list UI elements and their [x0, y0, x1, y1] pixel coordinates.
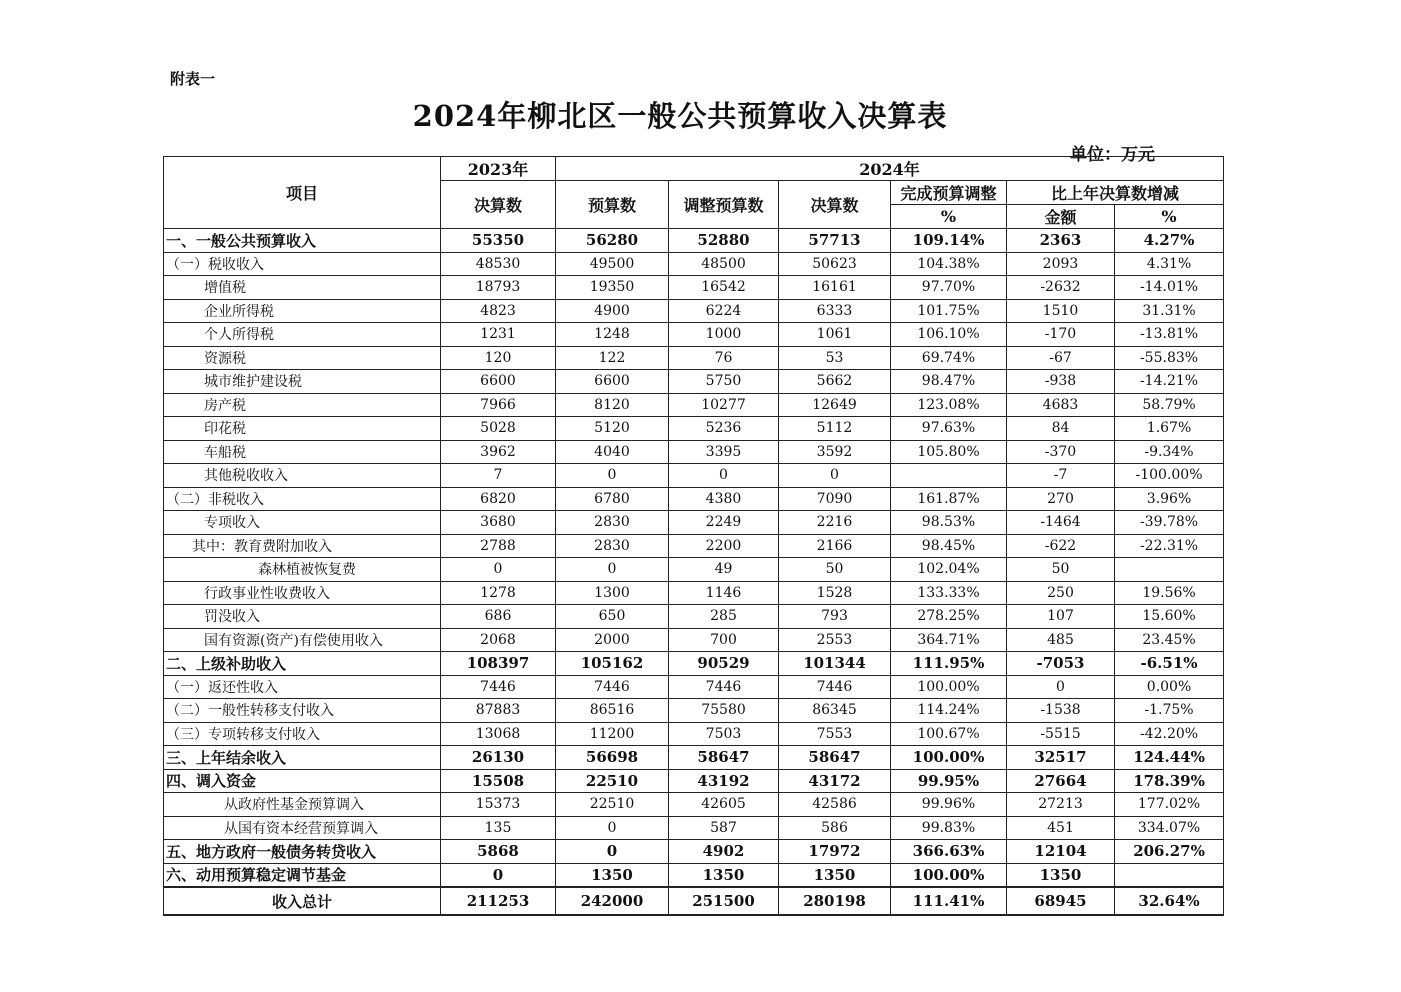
- header-change-amount: 金额: [1007, 205, 1115, 229]
- row-label: 三、上年结余收入: [164, 746, 441, 770]
- cell-value: 2363: [1007, 229, 1115, 253]
- table-row: [164, 534, 1224, 558]
- cell-value: 366.63%: [891, 840, 1007, 864]
- cell-value: 6600: [441, 370, 556, 394]
- cell-value: 100.00%: [891, 863, 1007, 887]
- cell-value: 5028: [441, 417, 556, 441]
- row-label: 五、地方政府一般债务转贷收入: [164, 840, 441, 864]
- table-row: [164, 299, 1224, 323]
- row-label: 印花税: [164, 417, 441, 441]
- table-row: [164, 487, 1224, 511]
- cell-value: 1350: [1007, 863, 1115, 887]
- cell-value: 451: [1007, 816, 1115, 840]
- cell-value: [1115, 558, 1224, 582]
- table-row: [164, 722, 1224, 746]
- cell-value: 27664: [1007, 769, 1115, 793]
- cell-value: 0: [556, 558, 669, 582]
- cell-value: 43192: [669, 769, 779, 793]
- cell-value: 686: [441, 605, 556, 629]
- table-row: [164, 769, 1224, 793]
- cell-value: 109.14%: [891, 229, 1007, 253]
- cell-value: -1538: [1007, 699, 1115, 723]
- cell-value: 12104: [1007, 840, 1115, 864]
- cell-value: 4.31%: [1115, 252, 1224, 276]
- cell-value: 1146: [669, 581, 779, 605]
- cell-value: 100.00%: [891, 746, 1007, 770]
- cell-value: 5868: [441, 840, 556, 864]
- table-row: [164, 816, 1224, 840]
- cell-value: 58647: [669, 746, 779, 770]
- cell-value: 250: [1007, 581, 1115, 605]
- cell-value: 102.04%: [891, 558, 1007, 582]
- cell-value: 98.53%: [891, 511, 1007, 535]
- cell-value: 19350: [556, 276, 669, 300]
- header-completion-pct: %: [891, 205, 1007, 229]
- cell-value: 7446: [441, 675, 556, 699]
- cell-value: 3.96%: [1115, 487, 1224, 511]
- cell-value: 57713: [779, 229, 891, 253]
- cell-value: 104.38%: [891, 252, 1007, 276]
- cell-value: 31.31%: [1115, 299, 1224, 323]
- cell-value: 97.70%: [891, 276, 1007, 300]
- cell-value: 50: [779, 558, 891, 582]
- cell-value: 5120: [556, 417, 669, 441]
- page-title: 2024年柳北区一般公共预算收入决算表: [412, 99, 948, 133]
- unit-label: 单位：万元: [1070, 145, 1155, 165]
- row-label: 房产税: [164, 393, 441, 417]
- table-row: [164, 746, 1224, 770]
- cell-value: 334.07%: [1115, 816, 1224, 840]
- cell-value: 122: [556, 346, 669, 370]
- cell-value: 3592: [779, 440, 891, 464]
- cell-value: 114.24%: [891, 699, 1007, 723]
- row-label: 从国有资本经营预算调入: [164, 816, 441, 840]
- cell-value: 6333: [779, 299, 891, 323]
- cell-value: 50: [1007, 558, 1115, 582]
- cell-value: 1248: [556, 323, 669, 347]
- cell-value: 3962: [441, 440, 556, 464]
- table-row: [164, 323, 1224, 347]
- table-row: [164, 652, 1224, 676]
- cell-value: 56280: [556, 229, 669, 253]
- cell-value: 13068: [441, 722, 556, 746]
- cell-value: 0: [1007, 675, 1115, 699]
- cell-value: 17972: [779, 840, 891, 864]
- cell-value: 123.08%: [891, 393, 1007, 417]
- cell-value: 0.00%: [1115, 675, 1224, 699]
- header-actual-2024: 决算数: [779, 181, 891, 229]
- cell-value: -55.83%: [1115, 346, 1224, 370]
- cell-value: 18793: [441, 276, 556, 300]
- cell-value: -7: [1007, 464, 1115, 488]
- table-row: [164, 558, 1224, 582]
- cell-value: 22510: [556, 793, 669, 817]
- cell-value: -39.78%: [1115, 511, 1224, 535]
- row-label: 六、动用预算稳定调节基金: [164, 863, 441, 887]
- cell-value: 15373: [441, 793, 556, 817]
- cell-value: 49: [669, 558, 779, 582]
- cell-value: 105.80%: [891, 440, 1007, 464]
- row-label: 森林植被恢复费: [164, 558, 441, 582]
- revenue-table: [163, 156, 1224, 916]
- row-label: 企业所得税: [164, 299, 441, 323]
- header-actual-2023: 决算数: [441, 181, 556, 229]
- header-2023: 2023年: [441, 157, 556, 181]
- cell-value: 50623: [779, 252, 891, 276]
- header-item: 项目: [164, 157, 441, 229]
- cell-value: 485: [1007, 628, 1115, 652]
- cell-value: 1.67%: [1115, 417, 1224, 441]
- cell-value: 42586: [779, 793, 891, 817]
- cell-value: 19.56%: [1115, 581, 1224, 605]
- cell-value: 1231: [441, 323, 556, 347]
- cell-value: 90529: [669, 652, 779, 676]
- cell-value: 4900: [556, 299, 669, 323]
- cell-value: 5750: [669, 370, 779, 394]
- cell-value: 32517: [1007, 746, 1115, 770]
- cell-value: 16542: [669, 276, 779, 300]
- cell-value: 1350: [779, 863, 891, 887]
- table-row: [164, 675, 1224, 699]
- header-change: 比上年决算数增减: [1007, 181, 1224, 205]
- cell-value: 75580: [669, 699, 779, 723]
- cell-value: 0: [556, 840, 669, 864]
- row-label: 行政事业性收费收入: [164, 581, 441, 605]
- cell-value: 76: [669, 346, 779, 370]
- cell-value: 12649: [779, 393, 891, 417]
- cell-value: -1.75%: [1115, 699, 1224, 723]
- row-label: （三）专项转移支付收入: [164, 722, 441, 746]
- table-row: [164, 393, 1224, 417]
- cell-value: 5662: [779, 370, 891, 394]
- total-value: 251500: [669, 887, 779, 915]
- row-label: 罚没收入: [164, 605, 441, 629]
- cell-value: [891, 464, 1007, 488]
- total-value: 211253: [441, 887, 556, 915]
- table-row: [164, 440, 1224, 464]
- table-row: [164, 229, 1224, 253]
- total-value: 68945: [1007, 887, 1115, 915]
- cell-value: -622: [1007, 534, 1115, 558]
- cell-value: 48500: [669, 252, 779, 276]
- cell-value: 587: [669, 816, 779, 840]
- header-change-pct: %: [1115, 205, 1224, 229]
- cell-value: 105162: [556, 652, 669, 676]
- row-label: 国有资源(资产)有偿使用收入: [164, 628, 441, 652]
- cell-value: -5515: [1007, 722, 1115, 746]
- header-2024: 2024年: [556, 157, 1224, 181]
- cell-value: 53: [779, 346, 891, 370]
- row-label: 资源税: [164, 346, 441, 370]
- cell-value: 124.44%: [1115, 746, 1224, 770]
- cell-value: 43172: [779, 769, 891, 793]
- cell-value: 7: [441, 464, 556, 488]
- cell-value: 49500: [556, 252, 669, 276]
- cell-value: 52880: [669, 229, 779, 253]
- cell-value: 178.39%: [1115, 769, 1224, 793]
- total-value: 280198: [779, 887, 891, 915]
- cell-value: 270: [1007, 487, 1115, 511]
- cell-value: 23.45%: [1115, 628, 1224, 652]
- total-value: 32.64%: [1115, 887, 1224, 915]
- cell-value: 586: [779, 816, 891, 840]
- cell-value: 4040: [556, 440, 669, 464]
- cell-value: 99.96%: [891, 793, 1007, 817]
- cell-value: 5236: [669, 417, 779, 441]
- row-label: 二、上级补助收入: [164, 652, 441, 676]
- cell-value: 2200: [669, 534, 779, 558]
- cell-value: 0: [669, 464, 779, 488]
- cell-value: 7446: [779, 675, 891, 699]
- cell-value: 0: [556, 464, 669, 488]
- total-label: 收入总计: [164, 887, 441, 915]
- cell-value: [1115, 863, 1224, 887]
- cell-value: -14.21%: [1115, 370, 1224, 394]
- table-row: [164, 370, 1224, 394]
- cell-value: 8120: [556, 393, 669, 417]
- cell-value: 15.60%: [1115, 605, 1224, 629]
- table-row: [164, 464, 1224, 488]
- cell-value: 2830: [556, 511, 669, 535]
- cell-value: -14.01%: [1115, 276, 1224, 300]
- table-row: [164, 605, 1224, 629]
- table-row: [164, 417, 1224, 441]
- cell-value: 3395: [669, 440, 779, 464]
- cell-value: 86345: [779, 699, 891, 723]
- cell-value: 2830: [556, 534, 669, 558]
- total-value: 242000: [556, 887, 669, 915]
- row-label: （一）返还性收入: [164, 675, 441, 699]
- cell-value: 6224: [669, 299, 779, 323]
- cell-value: 99.95%: [891, 769, 1007, 793]
- row-label: 一、一般公共预算收入: [164, 229, 441, 253]
- row-label: 四、调入资金: [164, 769, 441, 793]
- table-row: [164, 793, 1224, 817]
- cell-value: 2068: [441, 628, 556, 652]
- cell-value: 135: [441, 816, 556, 840]
- table-body: [164, 229, 1224, 916]
- cell-value: 1350: [669, 863, 779, 887]
- cell-value: 22510: [556, 769, 669, 793]
- cell-value: 0: [556, 816, 669, 840]
- cell-value: 100.00%: [891, 675, 1007, 699]
- cell-value: 4823: [441, 299, 556, 323]
- cell-value: 16161: [779, 276, 891, 300]
- cell-value: 650: [556, 605, 669, 629]
- row-label: （二）非税收入: [164, 487, 441, 511]
- cell-value: 106.10%: [891, 323, 1007, 347]
- table-row: [164, 252, 1224, 276]
- cell-value: 97.63%: [891, 417, 1007, 441]
- total-row: [164, 887, 1224, 915]
- cell-value: 4380: [669, 487, 779, 511]
- cell-value: 10277: [669, 393, 779, 417]
- cell-value: 2249: [669, 511, 779, 535]
- table-row: [164, 276, 1224, 300]
- cell-value: -42.20%: [1115, 722, 1224, 746]
- cell-value: 1528: [779, 581, 891, 605]
- table-row: [164, 699, 1224, 723]
- cell-value: 161.87%: [891, 487, 1007, 511]
- cell-value: 177.02%: [1115, 793, 1224, 817]
- cell-value: 2093: [1007, 252, 1115, 276]
- cell-value: 26130: [441, 746, 556, 770]
- table-row: [164, 840, 1224, 864]
- cell-value: 4.27%: [1115, 229, 1224, 253]
- cell-value: 56698: [556, 746, 669, 770]
- cell-value: 7446: [556, 675, 669, 699]
- cell-value: 2788: [441, 534, 556, 558]
- cell-value: 285: [669, 605, 779, 629]
- cell-value: 11200: [556, 722, 669, 746]
- attachment-label: 附表一: [170, 70, 216, 88]
- cell-value: 101344: [779, 652, 891, 676]
- total-value: 111.41%: [891, 887, 1007, 915]
- cell-value: 206.27%: [1115, 840, 1224, 864]
- cell-value: 4683: [1007, 393, 1115, 417]
- cell-value: 0: [441, 558, 556, 582]
- row-label: （二）一般性转移支付收入: [164, 699, 441, 723]
- table-row: [164, 511, 1224, 535]
- cell-value: 7446: [669, 675, 779, 699]
- cell-value: 1061: [779, 323, 891, 347]
- cell-value: -6.51%: [1115, 652, 1224, 676]
- cell-value: 100.67%: [891, 722, 1007, 746]
- row-label: 车船税: [164, 440, 441, 464]
- row-label: 个人所得税: [164, 323, 441, 347]
- cell-value: 6780: [556, 487, 669, 511]
- cell-value: -7053: [1007, 652, 1115, 676]
- cell-value: 55350: [441, 229, 556, 253]
- cell-value: 4902: [669, 840, 779, 864]
- header-completion: 完成预算调整: [891, 181, 1007, 205]
- cell-value: 2166: [779, 534, 891, 558]
- cell-value: -13.81%: [1115, 323, 1224, 347]
- cell-value: 98.45%: [891, 534, 1007, 558]
- cell-value: -67: [1007, 346, 1115, 370]
- cell-value: 58647: [779, 746, 891, 770]
- cell-value: 120: [441, 346, 556, 370]
- cell-value: 48530: [441, 252, 556, 276]
- cell-value: 1278: [441, 581, 556, 605]
- cell-value: -22.31%: [1115, 534, 1224, 558]
- cell-value: -1464: [1007, 511, 1115, 535]
- cell-value: -2632: [1007, 276, 1115, 300]
- table-row: [164, 628, 1224, 652]
- row-label: 其中：教育费附加收入: [164, 534, 441, 558]
- cell-value: 1300: [556, 581, 669, 605]
- cell-value: 6820: [441, 487, 556, 511]
- row-label: 增值税: [164, 276, 441, 300]
- cell-value: 133.33%: [891, 581, 1007, 605]
- cell-value: 0: [779, 464, 891, 488]
- row-label: 城市维护建设税: [164, 370, 441, 394]
- cell-value: 700: [669, 628, 779, 652]
- cell-value: 0: [441, 863, 556, 887]
- row-label: （一）税收收入: [164, 252, 441, 276]
- cell-value: -9.34%: [1115, 440, 1224, 464]
- cell-value: 7090: [779, 487, 891, 511]
- cell-value: 7553: [779, 722, 891, 746]
- cell-value: 87883: [441, 699, 556, 723]
- cell-value: 2553: [779, 628, 891, 652]
- cell-value: 15508: [441, 769, 556, 793]
- cell-value: 108397: [441, 652, 556, 676]
- cell-value: -100.00%: [1115, 464, 1224, 488]
- cell-value: 1350: [556, 863, 669, 887]
- cell-value: 5112: [779, 417, 891, 441]
- header-adjusted-budget: 调整预算数: [669, 181, 779, 229]
- cell-value: 99.83%: [891, 816, 1007, 840]
- cell-value: 86516: [556, 699, 669, 723]
- cell-value: 107: [1007, 605, 1115, 629]
- table-row: [164, 346, 1224, 370]
- row-label: 专项收入: [164, 511, 441, 535]
- cell-value: 7503: [669, 722, 779, 746]
- cell-value: 69.74%: [891, 346, 1007, 370]
- row-label: 其他税收收入: [164, 464, 441, 488]
- row-label: 从政府性基金预算调入: [164, 793, 441, 817]
- cell-value: 101.75%: [891, 299, 1007, 323]
- table-row: [164, 581, 1224, 605]
- cell-value: -370: [1007, 440, 1115, 464]
- table-row: [164, 863, 1224, 887]
- cell-value: 84: [1007, 417, 1115, 441]
- cell-value: 6600: [556, 370, 669, 394]
- cell-value: 42605: [669, 793, 779, 817]
- cell-value: 3680: [441, 511, 556, 535]
- cell-value: 2000: [556, 628, 669, 652]
- cell-value: 2216: [779, 511, 891, 535]
- cell-value: 1510: [1007, 299, 1115, 323]
- cell-value: 58.79%: [1115, 393, 1224, 417]
- cell-value: 278.25%: [891, 605, 1007, 629]
- header-budget: 预算数: [556, 181, 669, 229]
- cell-value: 364.71%: [891, 628, 1007, 652]
- cell-value: 98.47%: [891, 370, 1007, 394]
- cell-value: 793: [779, 605, 891, 629]
- cell-value: -170: [1007, 323, 1115, 347]
- cell-value: 7966: [441, 393, 556, 417]
- cell-value: -938: [1007, 370, 1115, 394]
- cell-value: 111.95%: [891, 652, 1007, 676]
- cell-value: 27213: [1007, 793, 1115, 817]
- cell-value: 1000: [669, 323, 779, 347]
